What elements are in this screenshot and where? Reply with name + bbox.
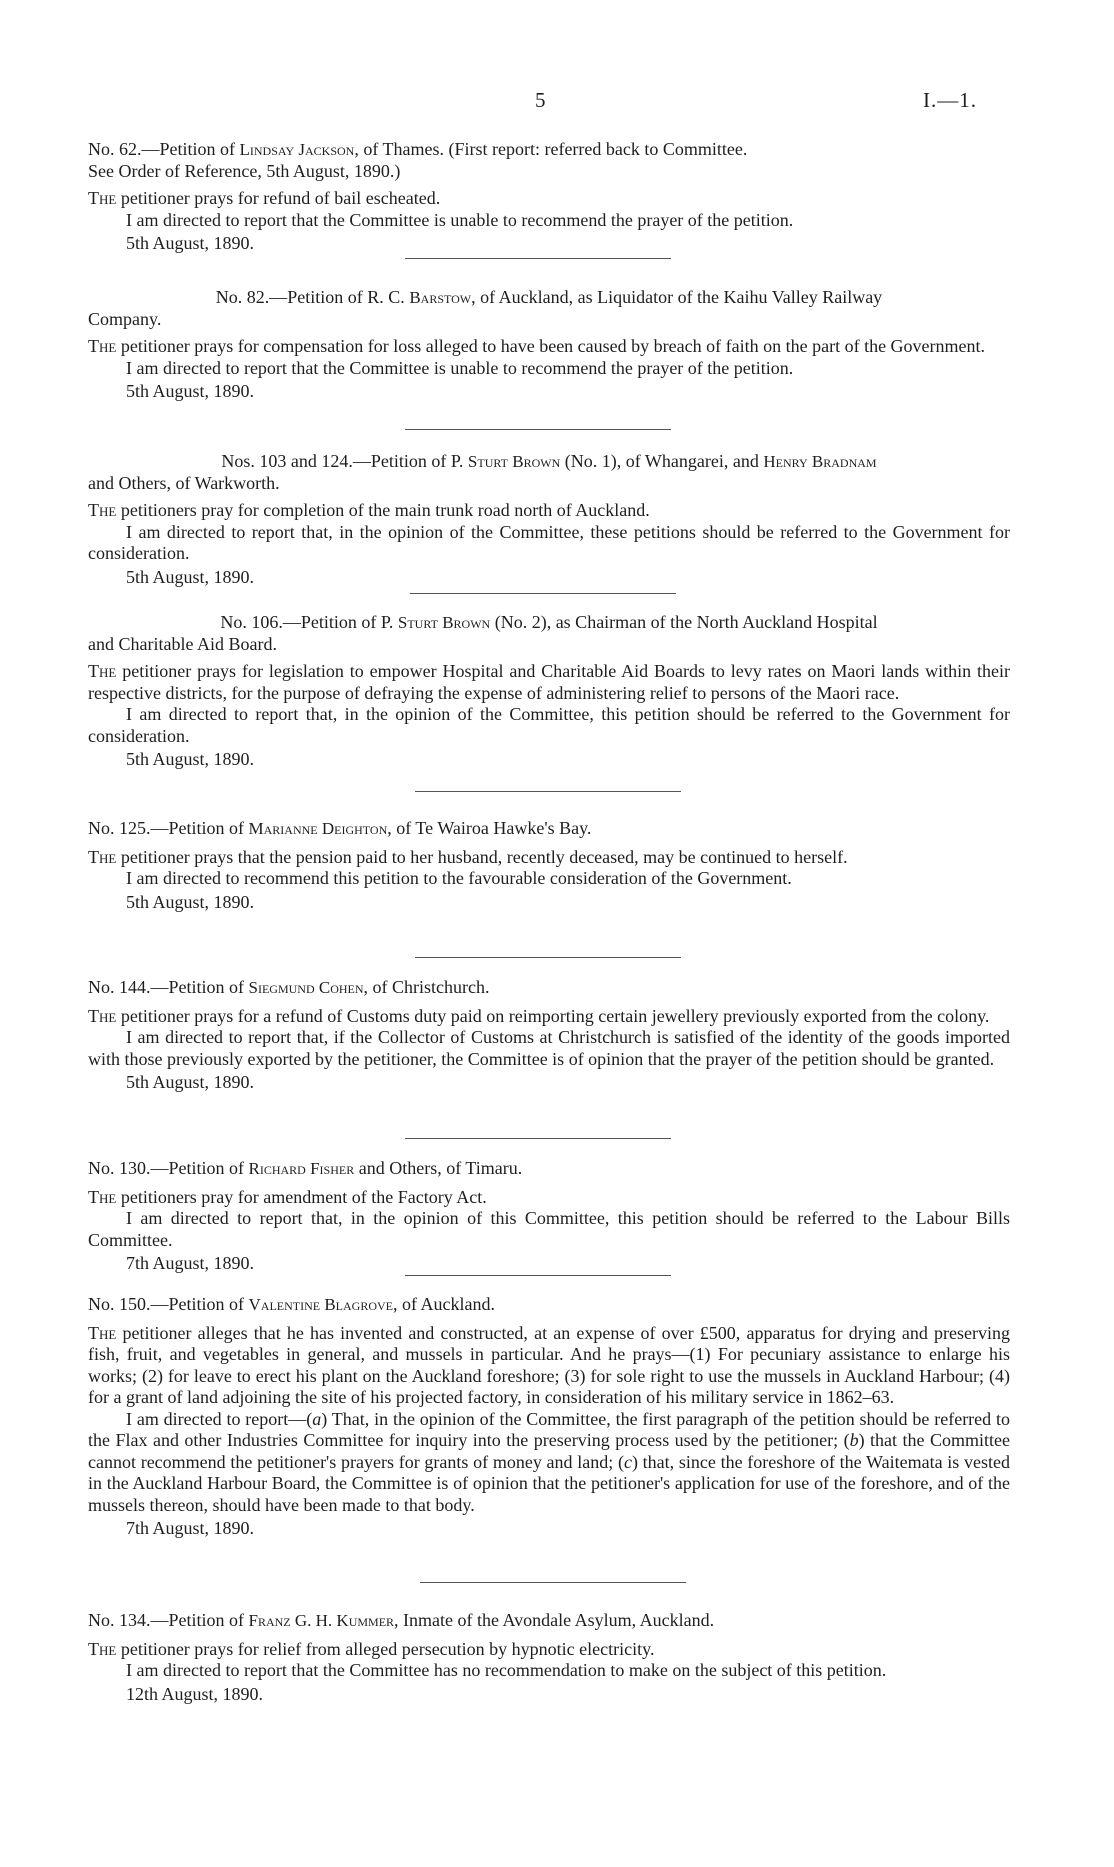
- report-date: 5th August, 1890.: [126, 233, 255, 253]
- committee-report: I am directed to report that the Committee is unable to recommend the prayer of the petition.: [126, 357, 794, 378]
- petition-prayer: The petitioner prays for relief from alleged persecution by hypnotic electricity.: [88, 1638, 655, 1659]
- report-date: 5th August, 1890.: [126, 749, 255, 769]
- petition-prayer: The petitioner prays for refund of bail escheated.: [88, 188, 441, 208]
- petition-prayer: The petitioner alleges that he has invented and constructed, at an expense of over £500, apparatus for drying and preserving fish, fruit, and vegetables in general, and mussels in particular. And he prays—(1) For pecuniary assistance to enlarge his works; (2) for leave to erect his plant on the Auckland foreshore; (3) for sole right to use the mussels in Auckland Harbour; (4) for a grant of land adjoining the site of his projected factory, in consideration of his military service in 1862–63.: [88, 1322, 1010, 1407]
- petition-heading: No. 125.—Petition of Marianne Deighton, of Te Wairoa Hawke's Bay.: [88, 818, 592, 838]
- petition-prayer: The petitioners pray for completion of the main trunk road north of Auckland.: [88, 500, 650, 520]
- petition-prayer: The petitioner prays for a refund of Customs duty paid on reimporting certain jewellery previously exported from the colony.: [88, 1005, 990, 1026]
- petition-heading: No. 130.—Petition of Richard Fisher and Others, of Timaru.: [88, 1158, 523, 1178]
- report-date: 7th August, 1890.: [126, 1518, 255, 1538]
- petition-heading: No. 134.—Petition of Franz G. H. Kummer, Inmate of the Avondale Asylum, Auckland.: [88, 1610, 715, 1630]
- page-header: [0, 88, 1114, 118]
- committee-report: I am directed to report that the Committee is unable to recommend the prayer of the petition.: [126, 209, 794, 230]
- section-divider: [405, 429, 671, 430]
- petition-heading: No. 150.—Petition of Valentine Blagrove, of Auckland.: [88, 1294, 495, 1314]
- petition-prayer: The petitioner prays for legislation to empower Hospital and Charitable Aid Boards to levy rates on Maori lands within their respective districts, for the purpose of defraying the expense of administering relief to persons of the Maori race.: [88, 661, 1010, 703]
- petition-125: [88, 818, 1010, 913]
- petition-heading-cont: Company.: [88, 308, 162, 329]
- section-divider: [405, 258, 671, 259]
- petition-144: [88, 977, 1010, 1094]
- petition-150: [88, 1294, 1010, 1540]
- report-date: 12th August, 1890.: [126, 1683, 264, 1704]
- petition-prayer: The petitioner prays for compensation for loss alleged to have been caused by breach of faith on the part of the Government.: [88, 336, 986, 356]
- petition-130: [88, 1158, 1010, 1275]
- report-date: 5th August, 1890.: [126, 566, 255, 587]
- section-divider: [405, 1275, 671, 1276]
- section-divider: [415, 791, 681, 792]
- petition-heading: No. 62.—Petition of Lindsay Jackson, of Thames. (First report: referred back to Committee.: [88, 139, 748, 159]
- petition-prayer: The petitioners pray for amendment of the Factory Act.: [88, 1186, 487, 1207]
- committee-report: I am directed to report that the Committee has no recommendation to make on the subject of this petition.: [126, 1660, 887, 1680]
- report-date: 5th August, 1890.: [126, 381, 255, 401]
- petition-heading: No. 106.—Petition of P. Sturt Brown (No. 2), as Chairman of the North Auckland Hospital: [220, 612, 878, 632]
- report-date: 5th August, 1890.: [126, 891, 255, 912]
- petition-heading-cont: and Charitable Aid Board.: [88, 633, 277, 654]
- committee-report: I am directed to report—(a) That, in the opinion of the Committee, the first paragraph of the petition should be referred to the Flax and other Industries Committee for inquiry into the preserving process used by the petitioner; (b) that the Committee cannot recommend the petitioner's prayers for grants of money and land; (c) that, since the foreshore of the Waitemata is vested in the Auckland Harbour Board, the Committee is of opinion that the petitioner's application for use of the foreshore, and of the mussels thereon, should have been made to that body.: [88, 1408, 1011, 1515]
- petition-106: [88, 612, 1010, 771]
- petition-heading: Nos. 103 and 124.—Petition of P. Sturt Brown (No. 1), of Whangarei, and Henry Bradnam: [221, 451, 877, 471]
- committee-report: I am directed to recommend this petition to the favourable consideration of the Government.: [126, 868, 792, 888]
- petition-heading: No. 144.—Petition of Siegmund Cohen, of Christchurch.: [88, 977, 490, 997]
- petition-134: [88, 1610, 1010, 1705]
- section-divider: [420, 1582, 686, 1583]
- petition-heading-cont: and Others, of Warkworth.: [88, 472, 280, 493]
- report-date: 5th August, 1890.: [126, 1072, 255, 1092]
- committee-report: I am directed to report that, if the Collector of Customs at Christchurch is satisfied of the identity of the goods imported with those previously exported by the petitioner, the Committee is of opinion that the prayer of the petition should be granted.: [88, 1027, 1010, 1069]
- committee-report: I am directed to report that, in the opinion of the Committee, this petition should be referred to the Government for consideration.: [88, 704, 1010, 746]
- section-divider: [415, 957, 681, 958]
- section-divider: [410, 593, 676, 594]
- petition-heading: No. 82.—Petition of R. C. Barstow, of Auckland, as Liquidator of the Kaihu Valley Railway: [215, 287, 883, 307]
- petition-103-124: [88, 451, 1010, 588]
- page-number: 5: [535, 88, 546, 112]
- petition-82: [88, 287, 1010, 403]
- committee-report: I am directed to report that, in the opinion of the Committee, these petitions should be referred to the Government for consideration.: [88, 521, 1010, 563]
- petition-prayer: The petitioner prays that the pension paid to her husband, recently deceased, may be continued to herself.: [88, 846, 848, 867]
- committee-report: I am directed to report that, in the opinion of this Committee, this petition should be referred to the Labour Bills Committee.: [88, 1208, 1010, 1250]
- document-reference: I.—1.: [923, 88, 977, 112]
- petition-heading-cont: See Order of Reference, 5th August, 1890.): [88, 160, 401, 181]
- petition-62: [88, 139, 1010, 255]
- section-divider: [405, 1138, 671, 1139]
- report-date: 7th August, 1890.: [126, 1253, 255, 1273]
